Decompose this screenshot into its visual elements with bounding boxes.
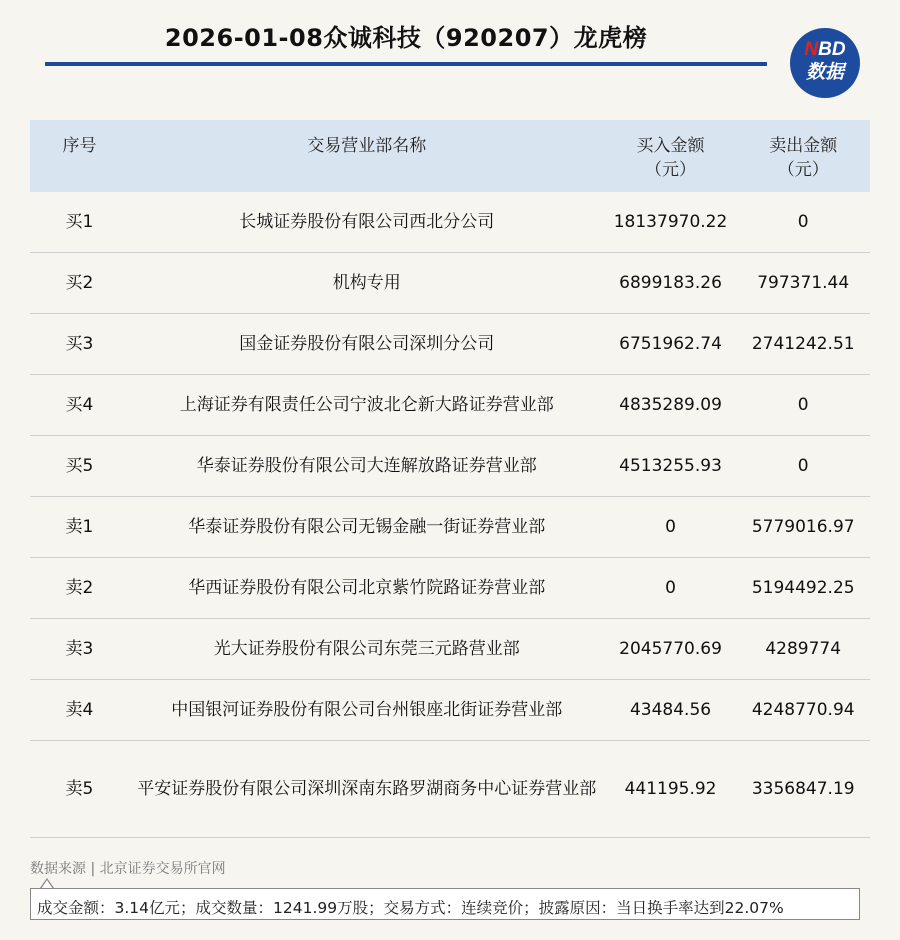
cell-branch-name: 华泰证券股份有限公司无锡金融一街证券营业部: [129, 497, 605, 558]
title-underline: [45, 62, 767, 66]
table-row: [30, 619, 870, 680]
cell-buy-amount: 4513255.93: [605, 436, 737, 497]
cell-buy-amount: 43484.56: [605, 680, 737, 741]
cell-rank: 买4: [30, 375, 129, 436]
cell-sell-amount: 2741242.51: [736, 314, 870, 375]
cell-buy-amount: 6899183.26: [605, 253, 737, 314]
nbd-logo: [790, 28, 860, 98]
cell-sell-amount: 0: [736, 192, 870, 253]
trade-summary-note: 成交金额：3.14亿元；成交数量：1241.99万股；交易方式：连续竞价；披露原因：当日换手率达到22.07%: [30, 888, 860, 920]
note-pointer: [40, 878, 54, 888]
cell-buy-amount: 6751962.74: [605, 314, 737, 375]
cell-rank: 卖3: [30, 619, 129, 680]
cell-buy-amount: 441195.92: [605, 741, 737, 838]
cell-branch-name: 国金证券股份有限公司深圳分公司: [129, 314, 605, 375]
cell-rank: 买3: [30, 314, 129, 375]
dragon-tiger-table: [30, 120, 870, 838]
cell-branch-name: 华泰证券股份有限公司大连解放路证券营业部: [129, 436, 605, 497]
table-row: [30, 741, 870, 838]
cell-sell-amount: 0: [736, 375, 870, 436]
header-rank: 序号: [62, 136, 97, 156]
cell-rank: 卖1: [30, 497, 129, 558]
cell-sell-amount: 5194492.25: [736, 558, 870, 619]
cell-sell-amount: 4289774: [736, 619, 870, 680]
cell-branch-name: 上海证券有限责任公司宁波北仑新大路证券营业部: [129, 375, 605, 436]
header-sell: 卖出金额 （元）: [769, 136, 838, 180]
header-buy: 买入金额 （元）: [636, 136, 705, 180]
cell-sell-amount: 0: [736, 436, 870, 497]
page-title: 2026-01-08众诚科技（920207）龙虎榜: [164, 24, 648, 52]
cell-rank: 买1: [30, 192, 129, 253]
cell-branch-name: 平安证券股份有限公司深圳深南东路罗湖商务中心证券营业部: [129, 741, 605, 838]
table-row: [30, 436, 870, 497]
cell-buy-amount: 0: [605, 558, 737, 619]
cell-buy-amount: 0: [605, 497, 737, 558]
cell-rank: 买5: [30, 436, 129, 497]
cell-branch-name: 光大证券股份有限公司东莞三元路营业部: [129, 619, 605, 680]
table-row: [30, 375, 870, 436]
logo-text-data: 数据: [805, 61, 844, 83]
logo-text-nbd: NBD: [804, 39, 846, 60]
table-row: [30, 558, 870, 619]
table-row: [30, 192, 870, 253]
cell-rank: 卖2: [30, 558, 129, 619]
cell-rank: 卖5: [30, 741, 129, 838]
cell-rank: 卖4: [30, 680, 129, 741]
cell-buy-amount: 2045770.69: [605, 619, 737, 680]
cell-sell-amount: 5779016.97: [736, 497, 870, 558]
cell-buy-amount: 4835289.09: [605, 375, 737, 436]
table-header-row: [30, 120, 870, 192]
cell-branch-name: 长城证券股份有限公司西北分公司: [129, 192, 605, 253]
cell-branch-name: 机构专用: [129, 253, 605, 314]
table-row: [30, 497, 870, 558]
cell-sell-amount: 4248770.94: [736, 680, 870, 741]
table-row: [30, 314, 870, 375]
data-source: 数据来源 | 北京证券交易所官网: [30, 861, 226, 877]
header-name: 交易营业部名称: [307, 136, 427, 156]
cell-buy-amount: 18137970.22: [605, 192, 737, 253]
table-row: [30, 680, 870, 741]
cell-sell-amount: 797371.44: [736, 253, 870, 314]
cell-branch-name: 中国银河证券股份有限公司台州银座北街证券营业部: [129, 680, 605, 741]
cell-sell-amount: 3356847.19: [736, 741, 870, 838]
table-row: [30, 253, 870, 314]
cell-rank: 买2: [30, 253, 129, 314]
cell-branch-name: 华西证券股份有限公司北京紫竹院路证券营业部: [129, 558, 605, 619]
